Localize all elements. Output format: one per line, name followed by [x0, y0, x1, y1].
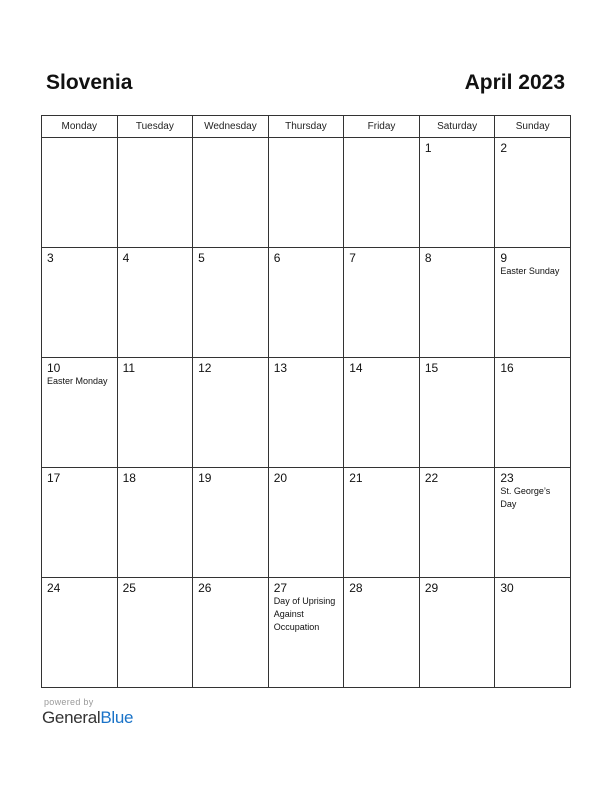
month-year-title: April 2023 [464, 71, 565, 94]
day-cell [193, 578, 269, 688]
powered-by-text: powered by [44, 697, 94, 707]
day-cell [344, 138, 420, 248]
day-cell [193, 248, 269, 358]
day-cell [419, 468, 495, 578]
day-number: 6 [273, 251, 281, 265]
holiday-label: Easter Monday [47, 376, 108, 386]
day-cell [419, 578, 495, 688]
day-cell [117, 248, 193, 358]
day-cell [344, 578, 420, 688]
day-cell [193, 468, 269, 578]
day-cell [495, 468, 571, 578]
weekday-header-row [42, 116, 571, 138]
day-number: 8 [424, 251, 432, 265]
weekday-header: Wednesday [193, 116, 269, 138]
day-number: 26 [198, 581, 212, 595]
holiday-label: Easter Sunday [500, 266, 560, 276]
week-row [42, 248, 571, 358]
day-number: 25 [122, 581, 136, 595]
day-number: 17 [47, 471, 61, 485]
day-number: 5 [198, 251, 205, 265]
day-number: 20 [273, 471, 288, 485]
day-cell [42, 248, 118, 358]
day-cell [495, 138, 571, 248]
day-cell [268, 468, 344, 578]
day-cell [42, 138, 118, 248]
day-cell [419, 358, 495, 468]
day-number: 1 [424, 141, 432, 155]
week-row [42, 138, 571, 248]
day-cell [268, 358, 344, 468]
day-cell [42, 578, 118, 688]
week-row [42, 578, 571, 688]
day-number: 27 [273, 581, 288, 595]
day-number: 16 [500, 361, 514, 375]
day-number: 28 [349, 581, 363, 595]
week-row [42, 358, 571, 468]
day-cell [495, 578, 571, 688]
calendar-grid [41, 115, 571, 688]
holiday-label: St. George’s Day [500, 486, 551, 509]
day-number: 10 [47, 361, 61, 375]
day-number: 19 [198, 471, 212, 485]
weekday-header: Friday [344, 116, 420, 138]
day-number: 22 [424, 471, 439, 485]
day-number: 30 [500, 581, 514, 595]
day-cell [268, 578, 344, 688]
brand-blue-text: Blue [100, 708, 134, 727]
day-cell [344, 358, 420, 468]
day-number: 2 [500, 141, 508, 155]
day-number: 24 [47, 581, 61, 595]
day-cell [117, 468, 193, 578]
weekday-header: Saturday [419, 116, 495, 138]
weekday-header: Sunday [495, 116, 571, 138]
weekday-header: Monday [42, 116, 118, 138]
day-number: 13 [273, 361, 288, 375]
day-cell [42, 468, 118, 578]
day-cell [268, 248, 344, 358]
generalblue-logo[interactable] [42, 708, 133, 728]
day-cell [193, 358, 269, 468]
weekday-header: Tuesday [117, 116, 193, 138]
day-cell [117, 578, 193, 688]
day-cell [268, 138, 344, 248]
day-cell [42, 358, 118, 468]
day-cell [495, 358, 571, 468]
day-cell [419, 248, 495, 358]
day-number: 9 [500, 251, 508, 265]
day-cell [495, 248, 571, 358]
week-row [42, 468, 571, 578]
day-number: 3 [47, 251, 54, 265]
day-cell [117, 138, 193, 248]
day-number: 11 [122, 361, 136, 375]
weekday-header: Thursday [268, 116, 344, 138]
day-cell [344, 248, 420, 358]
day-number: 23 [500, 471, 514, 485]
day-number: 12 [198, 361, 212, 375]
holiday-label: Day of Uprising Against Occupation [273, 596, 336, 632]
day-cell [344, 468, 420, 578]
country-title: Slovenia [46, 71, 133, 94]
day-number: 15 [424, 361, 439, 375]
day-cell [117, 358, 193, 468]
brand-general-text: General [42, 708, 101, 727]
day-number: 18 [122, 471, 136, 485]
day-cell [193, 138, 269, 248]
day-number: 29 [424, 581, 439, 595]
day-number: 21 [349, 471, 363, 485]
day-number: 14 [349, 361, 363, 375]
day-number: 7 [349, 251, 356, 265]
day-cell [419, 138, 495, 248]
day-number: 4 [122, 251, 130, 265]
